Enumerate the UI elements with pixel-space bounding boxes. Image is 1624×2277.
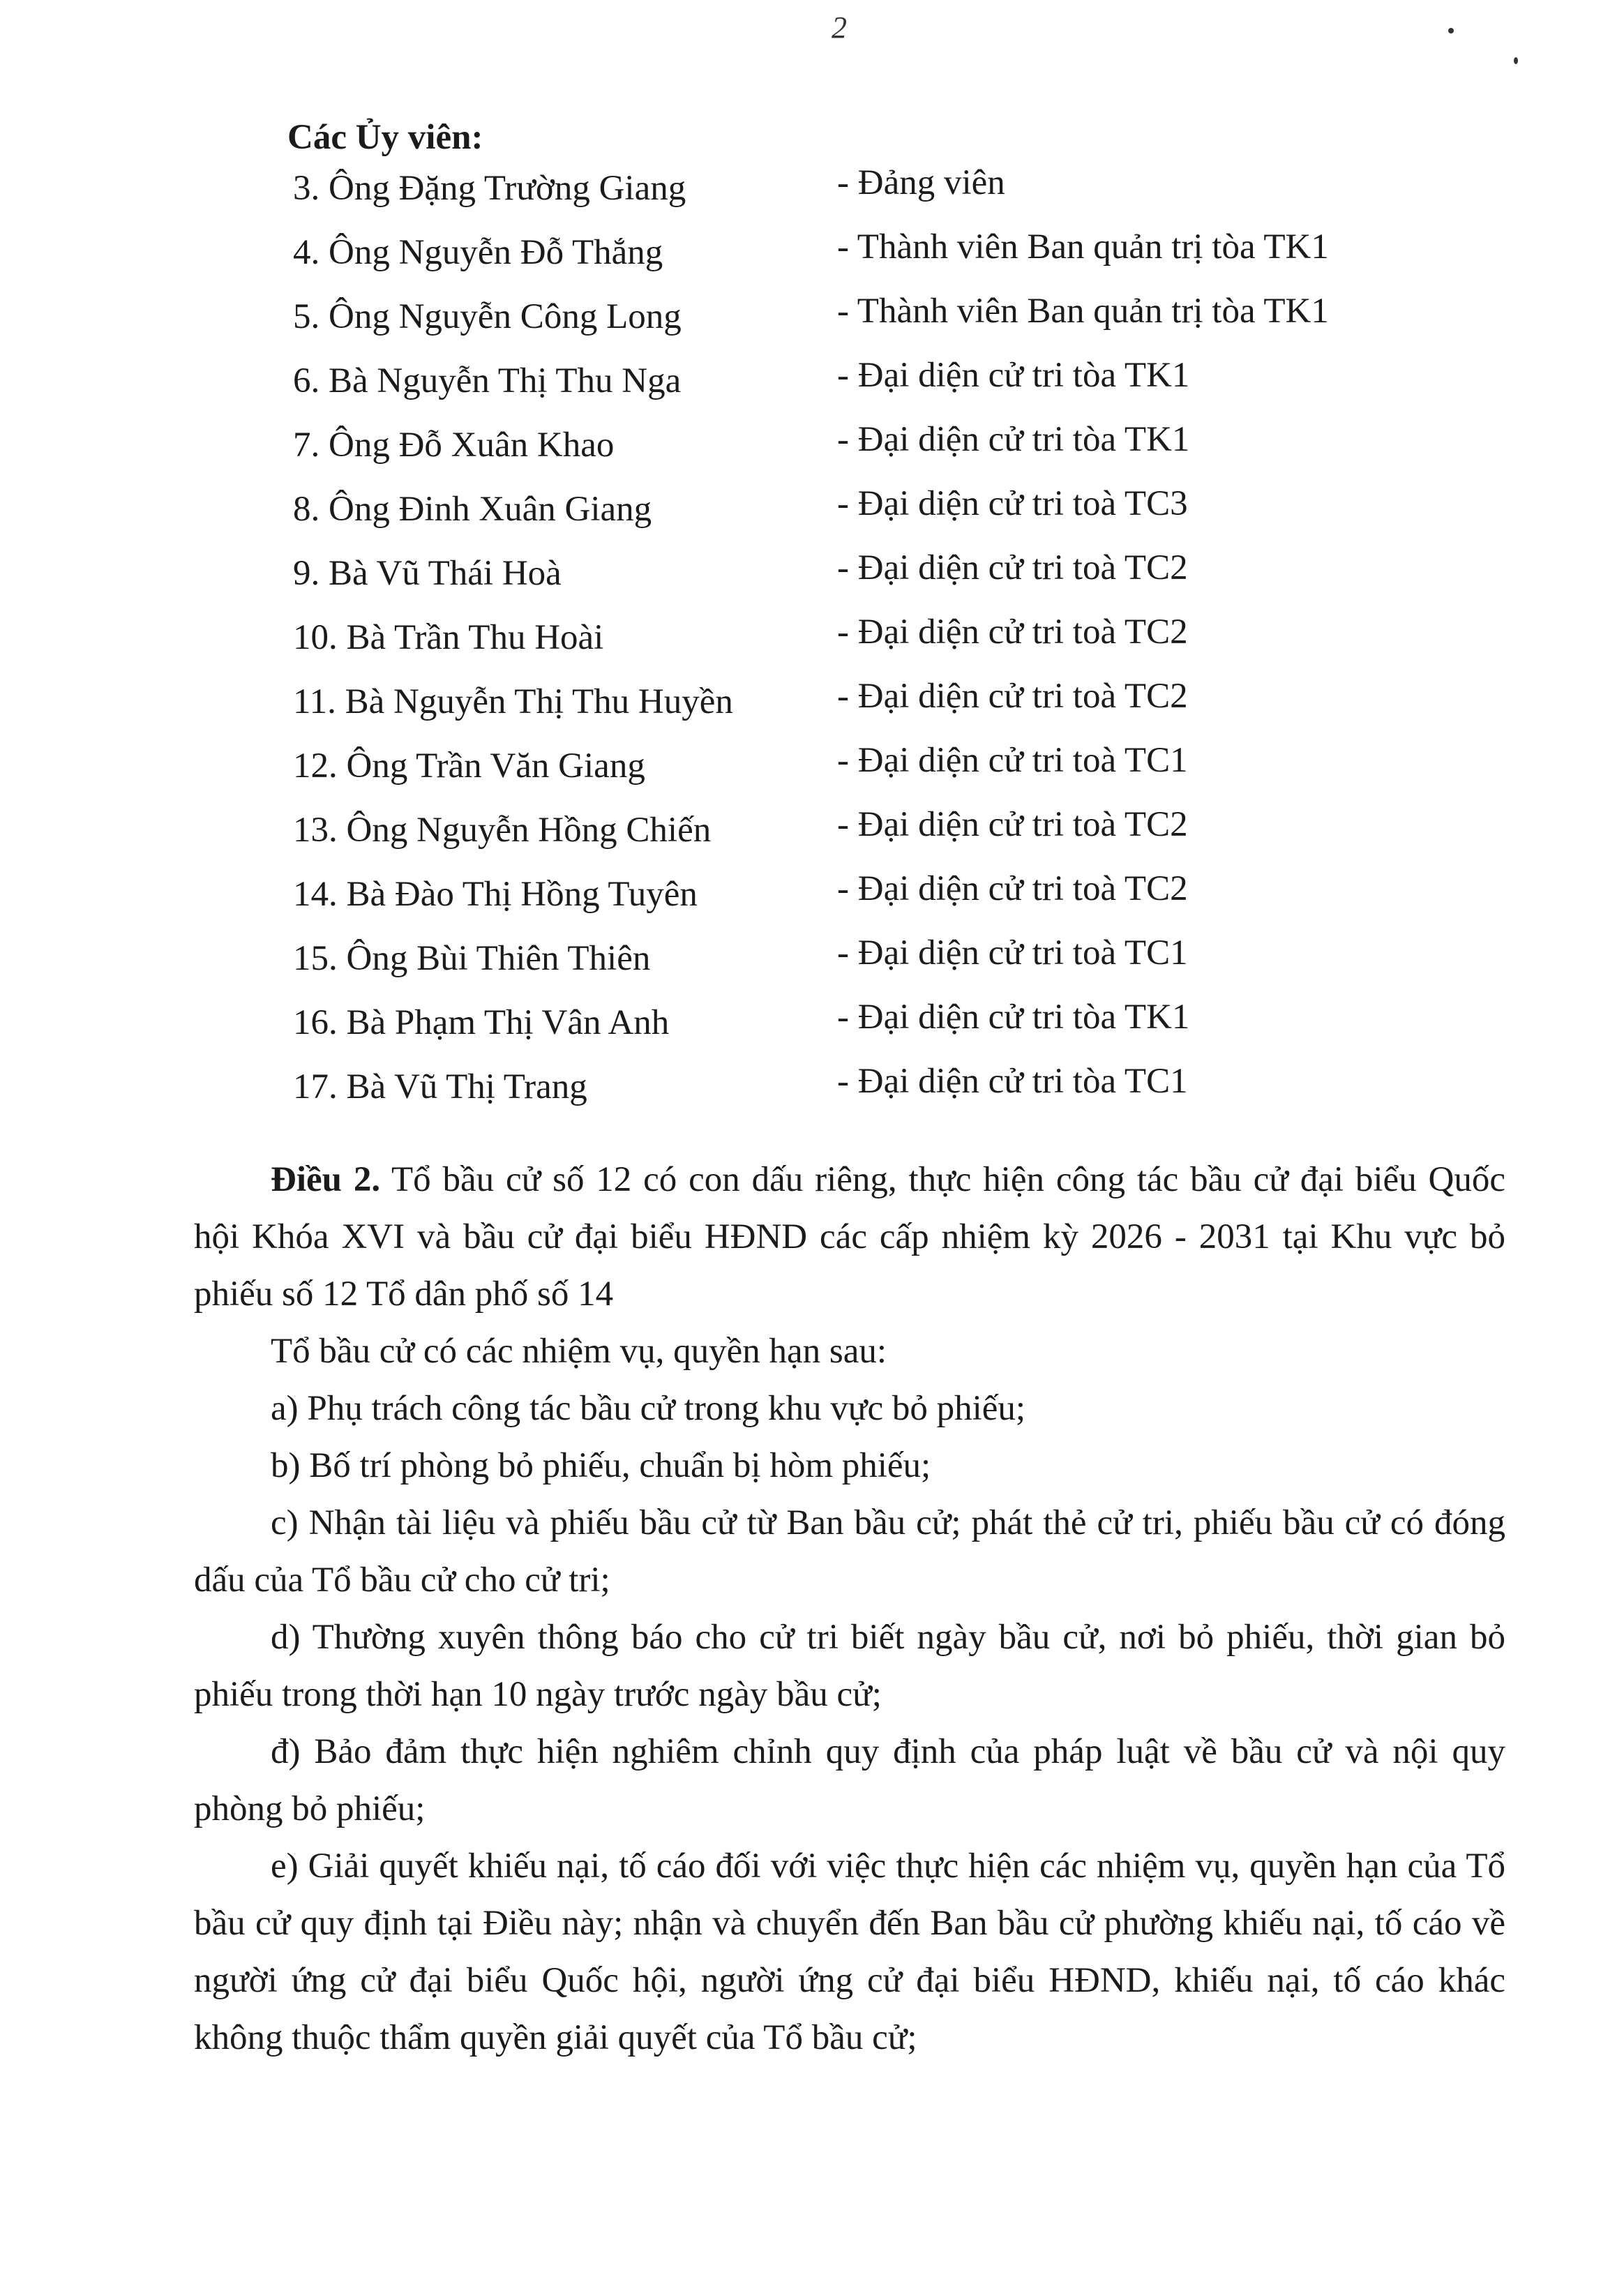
member-role: - Thành viên Ban quản trị tòa TK1	[837, 227, 1329, 266]
member-role: - Đại diện cử tri tòa TK1	[837, 420, 1190, 459]
member-name: 10. Bà Trần Thu Hoài	[293, 618, 604, 657]
duty-item-b: b) Bố trí phòng bỏ phiếu, chuẩn bị hòm phiếu;	[271, 1446, 931, 1485]
member-role: - Đại diện cử tri toà TC2	[837, 548, 1188, 587]
member-row	[293, 868, 1624, 924]
member-role: - Đại diện cử tri tòa TC1	[837, 1062, 1188, 1101]
member-name: 12. Ông Trần Văn Giang	[293, 746, 645, 786]
member-row	[293, 290, 1624, 346]
member-name: 15. Ông Bùi Thiên Thiên	[293, 939, 651, 978]
members-heading: Các Ủy viên:	[287, 118, 483, 157]
member-row	[293, 996, 1624, 1052]
page-number: 2	[832, 10, 847, 45]
member-row	[293, 1060, 1624, 1116]
member-row	[293, 739, 1624, 795]
member-name: 16. Bà Phạm Thị Vân Anh	[293, 1003, 670, 1042]
member-row	[293, 354, 1624, 410]
member-name: 8. Ông Đinh Xuân Giang	[293, 490, 652, 529]
member-name: 13. Ông Nguyễn Hồng Chiến	[293, 811, 712, 850]
duty-item-a: a) Phụ trách công tác bầu cử trong khu vực bỏ phiếu;	[271, 1389, 1026, 1428]
member-role: - Đại diện cử tri tòa TK1	[837, 998, 1190, 1037]
member-role: - Đại diện cử tri tòa TK1	[837, 356, 1190, 395]
article-2-label: Điều 2.	[271, 1160, 381, 1199]
scan-speck	[1448, 28, 1454, 33]
member-row	[293, 419, 1624, 474]
member-row	[293, 483, 1624, 539]
member-row	[293, 611, 1624, 667]
member-name: 7. Ông Đỗ Xuân Khao	[293, 426, 615, 465]
member-role: - Đại diện cử tri toà TC2	[837, 805, 1188, 844]
article-2-section	[194, 1151, 1505, 2066]
member-name: 9. Bà Vũ Thái Hoà	[293, 554, 562, 593]
member-row	[293, 675, 1624, 731]
duties-intro: Tổ bầu cử có các nhiệm vụ, quyền hạn sau:	[271, 1332, 887, 1371]
article-2-text: Tổ bầu cử số 12 có con dấu riêng, thực hiện công tác bầu cử đại biểu Quốc hội Khóa XVI và bầu cử đại biểu HĐND các cấp nhiệm kỳ 2026 - 2031 tại Khu vực bỏ phiếu số 12 Tổ dân phố số 14	[194, 1160, 1506, 1314]
member-role: - Đại diện cử tri toà TC2	[837, 869, 1188, 908]
member-row	[293, 932, 1624, 988]
duty-item-d: d) Thường xuyên thông báo cho cử tri biết ngày bầu cử, nơi bỏ phiếu, thời gian bỏ phiếu trong thời hạn 10 ngày trước ngày bầu cử;	[194, 1618, 1505, 1714]
duty-item-c: c) Nhận tài liệu và phiếu bầu cử từ Ban bầu cử; phát thẻ cử tri, phiếu bầu cử có đóng dấu của Tổ bầu cử cho cử tri;	[194, 1503, 1505, 1600]
member-name: 3. Ông Đặng Trường Giang	[293, 169, 686, 208]
scan-speck	[1514, 57, 1518, 64]
member-row	[293, 547, 1624, 603]
duty-item-e: e) Giải quyết khiếu nại, tố cáo đối với việc thực hiện các nhiệm vụ, quyền hạn của Tổ bầu cử quy định tại Điều này; nhận và chuyển đến Ban bầu cử phường khiếu nại, tố cáo về người ứng cử đại biểu Quốc hội, người ứng cử đại biểu HĐND, khiếu nại, tố cáo khác không thuộc thẩm quyền giải quyết của Tổ bầu cử;	[194, 1847, 1505, 2057]
member-name: 14. Bà Đào Thị Hồng Tuyên	[293, 875, 698, 914]
article-2-paragraph	[194, 1151, 1505, 1323]
member-row	[293, 162, 1624, 218]
member-name: 4. Ông Nguyễn Đỗ Thắng	[293, 233, 663, 272]
member-name: 6. Bà Nguyễn Thị Thu Nga	[293, 361, 682, 400]
member-name: 17. Bà Vũ Thị Trang	[293, 1067, 587, 1106]
member-role: - Đại diện cử tri toà TC2	[837, 613, 1188, 652]
member-role: - Đảng viên	[837, 163, 1005, 202]
member-role: - Đại diện cử tri toà TC3	[837, 484, 1188, 523]
member-row	[293, 226, 1624, 282]
member-name: 11. Bà Nguyễn Thị Thu Huyền	[293, 682, 733, 721]
member-role: - Đại diện cử tri toà TC1	[837, 741, 1188, 780]
member-name: 5. Ông Nguyễn Công Long	[293, 297, 682, 336]
member-role: - Đại diện cử tri toà TC2	[837, 677, 1188, 716]
member-role: - Đại diện cử tri toà TC1	[837, 933, 1188, 972]
duty-item-dd: đ) Bảo đảm thực hiện nghiêm chỉnh quy định của pháp luật về bầu cử và nội quy phòng bỏ phiếu;	[194, 1732, 1505, 1828]
member-role: - Thành viên Ban quản trị tòa TK1	[837, 292, 1329, 331]
member-row	[293, 804, 1624, 859]
